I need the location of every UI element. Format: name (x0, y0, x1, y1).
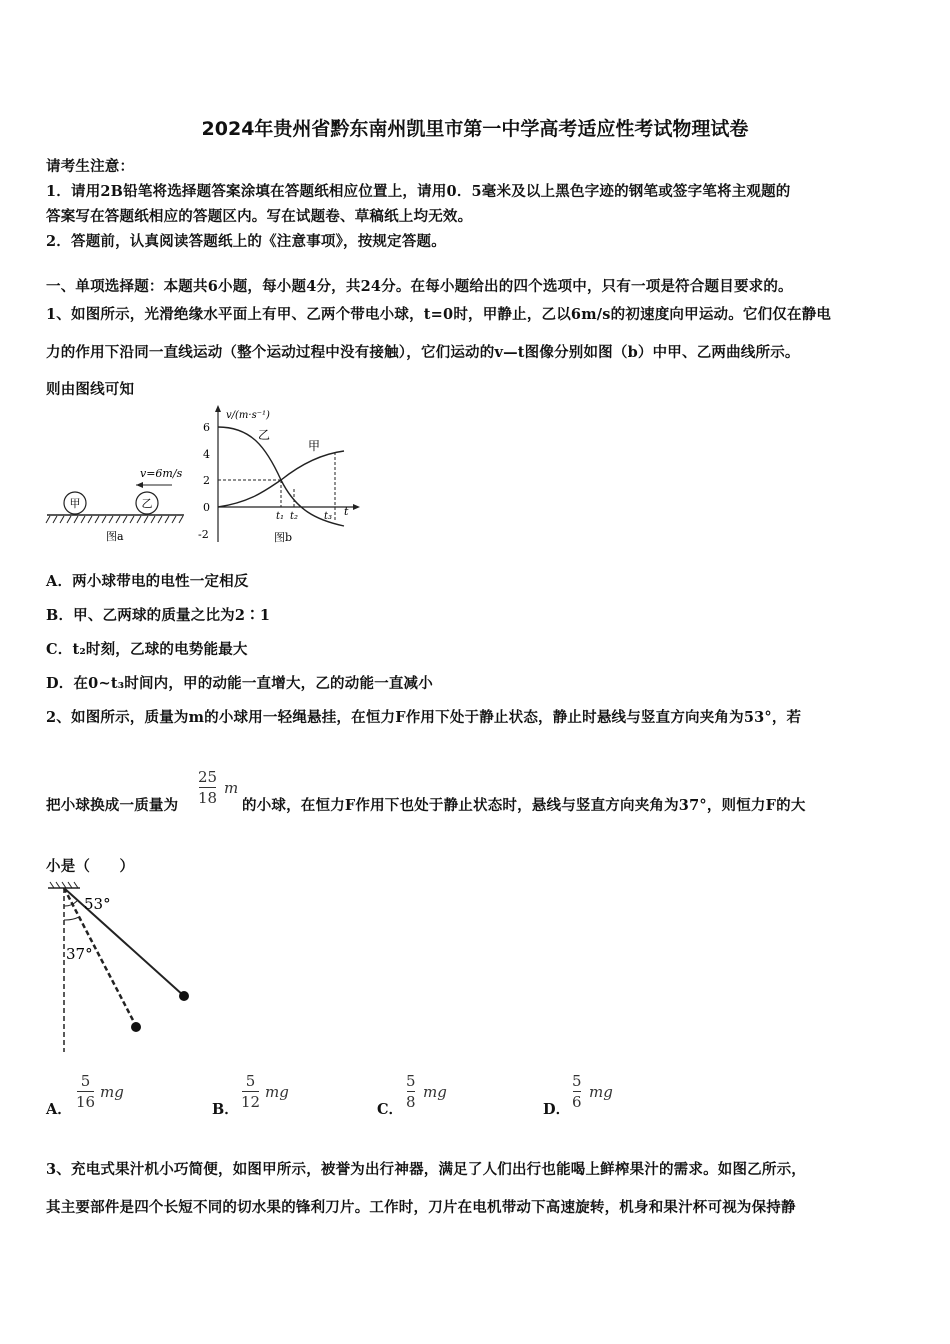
figure-a-caption: 图a (106, 530, 124, 543)
notice-line-3: 2．答题前，认真阅读答题纸上的《注意事项》，按规定答题。 (46, 233, 446, 250)
q2-line-2-suffix: 的小球，在恒力F作用下也处于静止状态时，悬线与竖直方向夹角为37°，则恒力F的大 (242, 797, 806, 814)
q2-option-c-fraction[interactable] (406, 1071, 416, 1112)
q2-option-a-label[interactable]: A． (46, 1101, 72, 1118)
section-heading: 一、单项选择题：本题共6小题，每小题4分，共24分。在每小题给出的四个选项中，只有一项是符合题目要求的。 (46, 278, 793, 295)
q2-mass-variable: m (224, 779, 239, 797)
q2-fraction-numerator: 25 (198, 768, 218, 786)
notice-line-1: 1．请用2B铅笔将选择题答案涂填在答题纸相应位置上，请用0．5毫米及以上黑色字迹的钢笔或签字笔将主观题的 (46, 183, 791, 200)
q2-option-d-fraction[interactable] (572, 1071, 582, 1112)
v-axis-arrow-icon (215, 405, 221, 412)
q2-option-a-num: 5 (80, 1072, 91, 1090)
angle-37-label: 37° (66, 945, 93, 963)
arrow-head-icon (136, 482, 143, 488)
velocity-label: v=6m/s (140, 467, 183, 480)
page-title: 2024年贵州省黔东南州凯里市第一中学高考适应性考试物理试卷 (201, 118, 749, 140)
q2-option-a-fraction[interactable] (76, 1071, 95, 1112)
q2-option-b-unit: mg (265, 1083, 289, 1101)
xtick-t2: t₂ (290, 511, 299, 522)
q1-option-c[interactable]: C．t₂时刻，乙球的电势能最大 (46, 641, 248, 658)
curve-jia-label: 甲 (308, 439, 321, 453)
q2-option-d-den: 6 (572, 1093, 582, 1111)
q3-line-1: 3、充电式果汁机小巧简便，如图甲所示，被誉为出行神器，满足了人们出行也能喝上鲜榨果汁的需求。如图乙所示， (46, 1161, 806, 1178)
q2-option-d-label[interactable]: D． (543, 1101, 571, 1118)
q2-line-1: 2、如图所示，质量为m的小球用一轻绳悬挂，在恒力F作用下处于静止状态，静止时悬线与竖直方向夹角为53°，若 (46, 709, 802, 726)
curve-yi-label: 乙 (258, 428, 271, 442)
q2-fraction-denominator: 18 (198, 789, 218, 807)
q2-line-2-prefix: 把小球换成一质量为 (46, 797, 179, 814)
ball-25-18m (131, 1022, 141, 1032)
ytick-2: 2 (203, 474, 210, 487)
t-axis-label: t (344, 505, 349, 518)
ball-jia-label: 甲 (69, 497, 81, 510)
q2-option-b-label[interactable]: B． (212, 1101, 239, 1118)
q1-figure-b (196, 402, 366, 550)
angle-arc-53 (64, 901, 77, 906)
q1-line-3: 则由图线可知 (46, 381, 135, 398)
q2-option-c-unit: mg (423, 1083, 447, 1101)
q2-option-d-num: 5 (572, 1072, 582, 1090)
ball-yi-label: 乙 (141, 497, 153, 510)
figure-b-caption: 图b (274, 531, 293, 544)
ytick-neg2: -2 (198, 528, 209, 541)
q2-option-c-label[interactable]: C． (377, 1101, 404, 1118)
ytick-4: 4 (203, 448, 210, 461)
xtick-t1: t₁ (276, 511, 285, 522)
q2-option-c-den: 8 (406, 1093, 416, 1111)
angle-53-label: 53° (84, 895, 111, 913)
q2-figure (40, 880, 200, 1055)
notice-heading: 请考生注意： (46, 158, 135, 175)
q1-figure-a (44, 460, 189, 550)
q1-option-b[interactable]: B．甲、乙两球的质量之比为2∶1 (46, 607, 271, 624)
q1-line-2: 力的作用下沿同一直线运动（整个运动过程中没有接触），它们运动的v—t图像分别如图（b）中甲、乙两曲线所示。 (46, 344, 800, 361)
t-axis-arrow-icon (353, 504, 360, 510)
angle-arc-37 (64, 917, 79, 920)
q2-mass-fraction (198, 767, 217, 808)
ball-m (179, 991, 189, 1001)
string-53 (64, 888, 184, 996)
q2-option-d-unit: mg (589, 1083, 613, 1101)
ytick-0: 0 (203, 501, 210, 514)
q1-line-1: 1、如图所示，光滑绝缘水平面上有甲、乙两个带电小球，t=0时，甲静止，乙以6m/s的初速度向甲运动。它们仅在静电 (46, 306, 832, 323)
q3-line-2: 其主要部件是四个长短不同的切水果的锋利刀片。工作时，刀片在电机带动下高速旋转，机身和果汁杯可视为保持静 (46, 1199, 796, 1216)
ytick-6: 6 (203, 421, 210, 434)
q2-option-a-unit: mg (100, 1083, 124, 1101)
q2-line-3: 小是（ ） (46, 858, 135, 875)
q2-option-c-num: 5 (406, 1072, 416, 1090)
q2-option-b-num: 5 (245, 1072, 256, 1090)
notice-line-2: 答案写在答题纸相应的答题区内。写在试题卷、草稿纸上均无效。 (46, 208, 473, 225)
xtick-t3: t₃ (324, 511, 333, 522)
q1-option-a[interactable]: A．两小球带电的电性一定相反 (46, 573, 249, 590)
q2-option-a-den: 16 (76, 1093, 96, 1111)
q2-option-b-fraction[interactable] (241, 1071, 260, 1112)
q1-option-d[interactable]: D．在0~t₃时间内，甲的动能一直增大，乙的动能一直减小 (46, 675, 433, 692)
v-axis-label: v/(m·s⁻¹) (226, 410, 270, 421)
q2-option-b-den: 12 (241, 1093, 261, 1111)
